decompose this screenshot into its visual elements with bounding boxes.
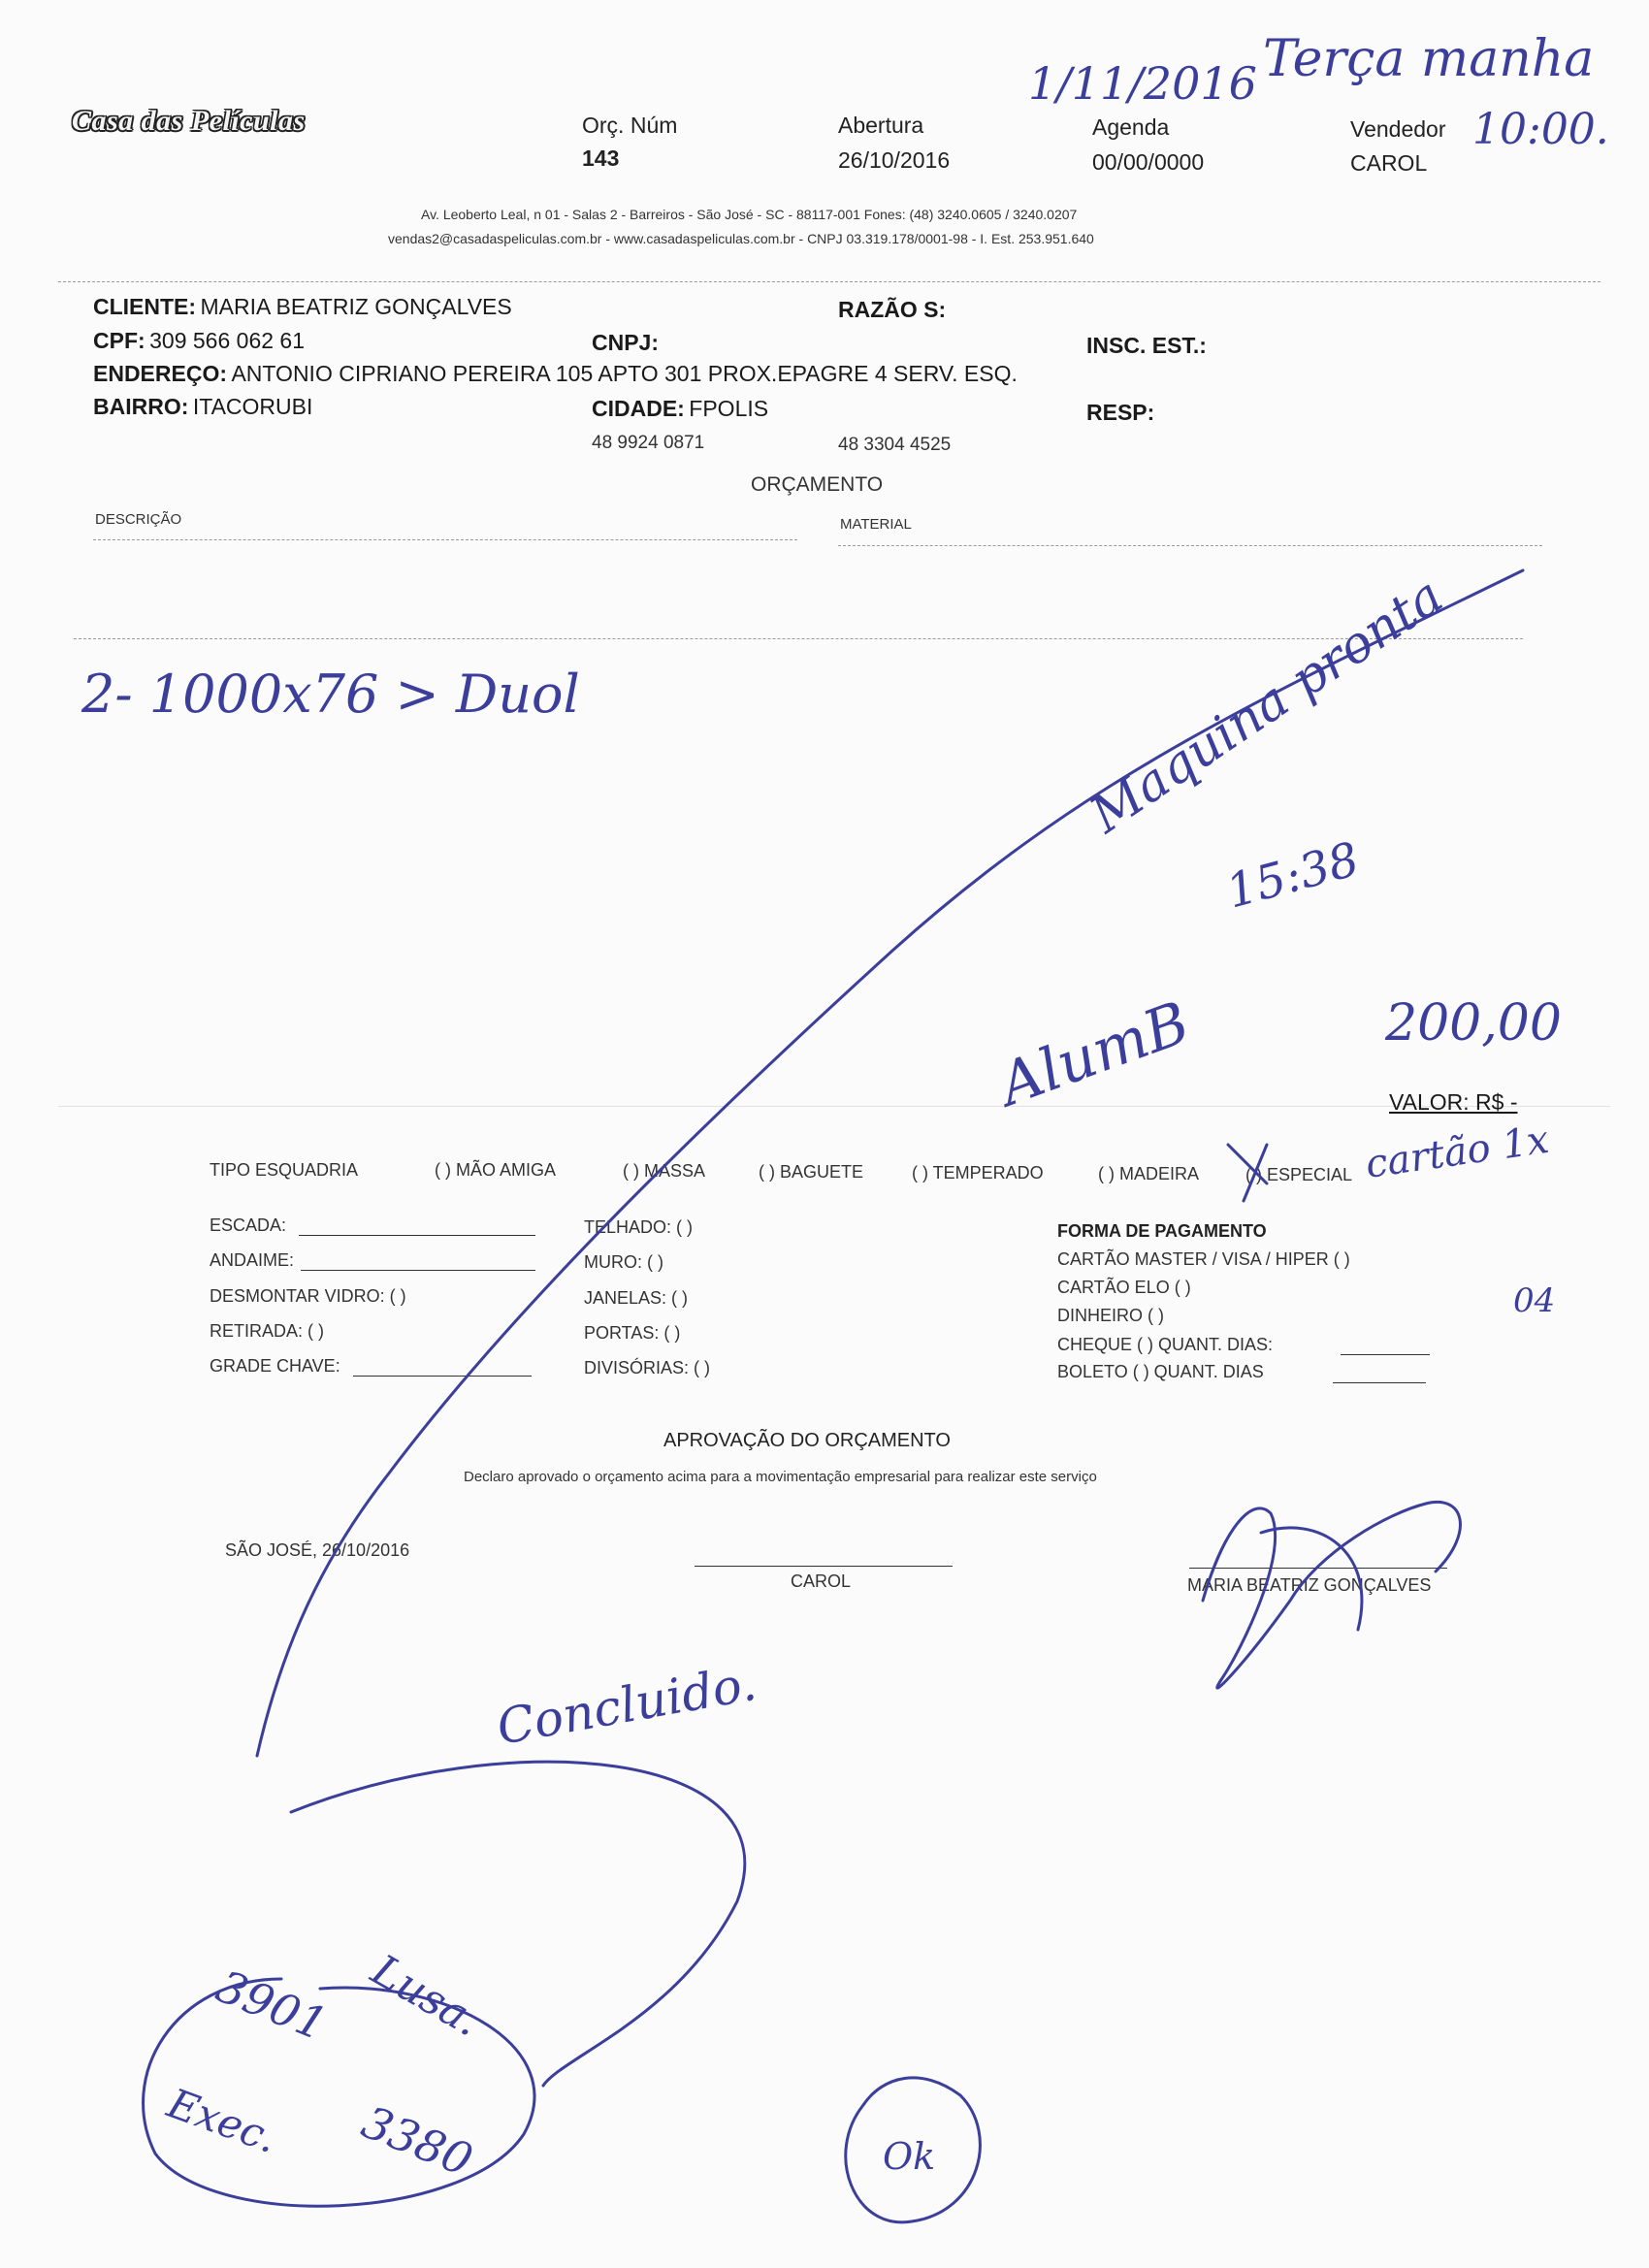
hw-bottom-b: 3380: [354, 2095, 480, 2187]
orc-value: 143: [582, 146, 620, 171]
divisorias-label[interactable]: DIVISÓRIAS: ( ): [584, 1358, 711, 1377]
janelas-label[interactable]: JANELAS: ( ): [584, 1288, 689, 1308]
portas-label[interactable]: PORTAS: ( ): [584, 1323, 681, 1343]
hw-top-date: 1/11/2016: [1028, 57, 1257, 110]
material-label: MATERIAL: [840, 516, 912, 533]
seller-name: CAROL: [791, 1571, 852, 1591]
aprovacao-text: Declaro aprovado o orçamento acima para a movimentação empresarial para realizar este serviço: [464, 1469, 1097, 1485]
grade-chave-label: GRADE CHAVE:: [210, 1356, 340, 1376]
tipo-option[interactable]: ( ) MASSA: [623, 1161, 706, 1181]
andaime-label: ANDAIME:: [210, 1250, 295, 1270]
bairro-value: ITACORUBI: [192, 394, 313, 419]
cnpj-label: CNPJ:: [592, 330, 660, 355]
tipo-option[interactable]: ( ) TEMPERADO: [912, 1163, 1044, 1183]
cliente-label: CLIENTE:: [93, 294, 197, 319]
telhado-label[interactable]: TELHADO: ( ): [584, 1217, 694, 1237]
hw-value: 200,00: [1385, 994, 1562, 1053]
hw-top-note: Terça manha: [1263, 30, 1595, 88]
razao-label: RAZÃO S:: [838, 297, 947, 322]
hw-top-time: 10:00.: [1472, 105, 1609, 154]
desmontar-label[interactable]: DESMONTAR VIDRO: ( ): [210, 1286, 406, 1306]
cpf-value: 309 566 062 61: [149, 328, 306, 353]
cidade-value: FPOLIS: [689, 396, 769, 421]
descricao-label: DESCRIÇÃO: [95, 511, 182, 528]
hw-concluded: Concluido.: [493, 1654, 760, 1756]
abertura-label: Abertura: [838, 113, 924, 138]
pagamento-option[interactable]: DINHEIRO ( ): [1057, 1306, 1164, 1325]
local-date: SÃO JOSÉ, 26/10/2016: [225, 1540, 410, 1560]
hw-alum: AlumB: [990, 988, 1199, 1120]
tipo-option[interactable]: ( ) MADEIRA: [1098, 1164, 1200, 1183]
cliente-value: MARIA BEATRIZ GONÇALVES: [200, 294, 512, 319]
hw-diag-time: 15:38: [1220, 831, 1365, 920]
aprovacao-title: APROVAÇÃO DO ORÇAMENTO: [663, 1430, 951, 1451]
hw-ok: Ok: [883, 2135, 936, 2178]
cidade-label: CIDADE:: [592, 396, 685, 421]
company-contact: vendas2@casadaspeliculas.com.br - www.casadaspeliculas.com.br - CNPJ 03.319.178/0001-98 - I. Est. 253.951.640: [388, 231, 1094, 246]
diagonal-strike: [257, 570, 1523, 1756]
agenda-label: Agenda: [1092, 114, 1170, 140]
retirada-label[interactable]: RETIRADA: ( ): [210, 1321, 325, 1341]
pagamento-option[interactable]: CHEQUE ( ) QUANT. DIAS:: [1057, 1335, 1274, 1354]
phone-1: 48 9924 0871: [592, 433, 705, 453]
phone-2: 48 3304 4525: [838, 435, 952, 455]
vendedor-label: Vendedor: [1350, 116, 1446, 142]
hw-bottom-c: Exec.: [161, 2079, 284, 2163]
tipo-option[interactable]: ( ) MÃO AMIGA: [435, 1160, 557, 1180]
client-signature: [1203, 1502, 1460, 1688]
especial-mark: [1228, 1145, 1267, 1201]
hw-bottom-a: 3901: [209, 1960, 335, 2052]
hw-diag-note: Maquina pronta: [1080, 567, 1454, 845]
hw-payment: cartão 1x: [1362, 1117, 1552, 1187]
cpf-label: CPF:: [93, 328, 146, 353]
hw-bottom-d: Lusa.: [363, 1945, 490, 2047]
tipo-option[interactable]: ( ) BAGUETE: [759, 1162, 864, 1182]
endereco-value: ANTONIO CIPRIANO PEREIRA 105 APTO 301 PROX.EPAGRE 4 SERV. ESQ.: [231, 361, 1018, 386]
valor-label: VALOR: R$ -: [1389, 1089, 1518, 1115]
tipo-option[interactable]: ( ) ESPECIAL: [1245, 1165, 1353, 1184]
company-logo: Casa das Películas: [72, 105, 306, 137]
vendedor-value: CAROL: [1350, 150, 1428, 176]
pagamento-option[interactable]: BOLETO ( ) QUANT. DIAS: [1057, 1362, 1264, 1381]
pagamento-option[interactable]: CARTÃO MASTER / VISA / HIPER ( ): [1057, 1249, 1350, 1269]
hw-item-line: 2- 1000x76 > Duol: [81, 664, 580, 725]
resp-label: RESP:: [1086, 400, 1155, 425]
muro-label[interactable]: MURO: ( ): [584, 1252, 663, 1272]
tipo-label: TIPO ESQUADRIA: [210, 1160, 359, 1180]
company-address: Av. Leoberto Leal, n 01 - Salas 2 - Barreiros - São José - SC - 88117-001 Fones: (48) 3240.0605 / 3240.0207: [421, 207, 1078, 222]
escada-label: ESCADA:: [210, 1215, 287, 1235]
pagamento-option[interactable]: CARTÃO ELO ( ): [1057, 1278, 1191, 1297]
endereco-label: ENDEREÇO:: [93, 361, 228, 386]
scribble-curve: [291, 1762, 745, 2086]
bairro-label: BAIRRO:: [93, 394, 189, 419]
orcamento-title: ORÇAMENTO: [751, 473, 884, 496]
hw-side: 04: [1513, 1281, 1556, 1320]
agenda-value: 00/00/0000: [1092, 149, 1205, 175]
insc-label: INSC. EST.:: [1086, 333, 1207, 358]
orc-label: Orç. Núm: [582, 113, 678, 138]
abertura-value: 26/10/2016: [838, 147, 951, 173]
pagamento-title: FORMA DE PAGAMENTO: [1057, 1221, 1267, 1241]
client-name: MARIA BEATRIZ GONÇALVES: [1187, 1575, 1432, 1595]
